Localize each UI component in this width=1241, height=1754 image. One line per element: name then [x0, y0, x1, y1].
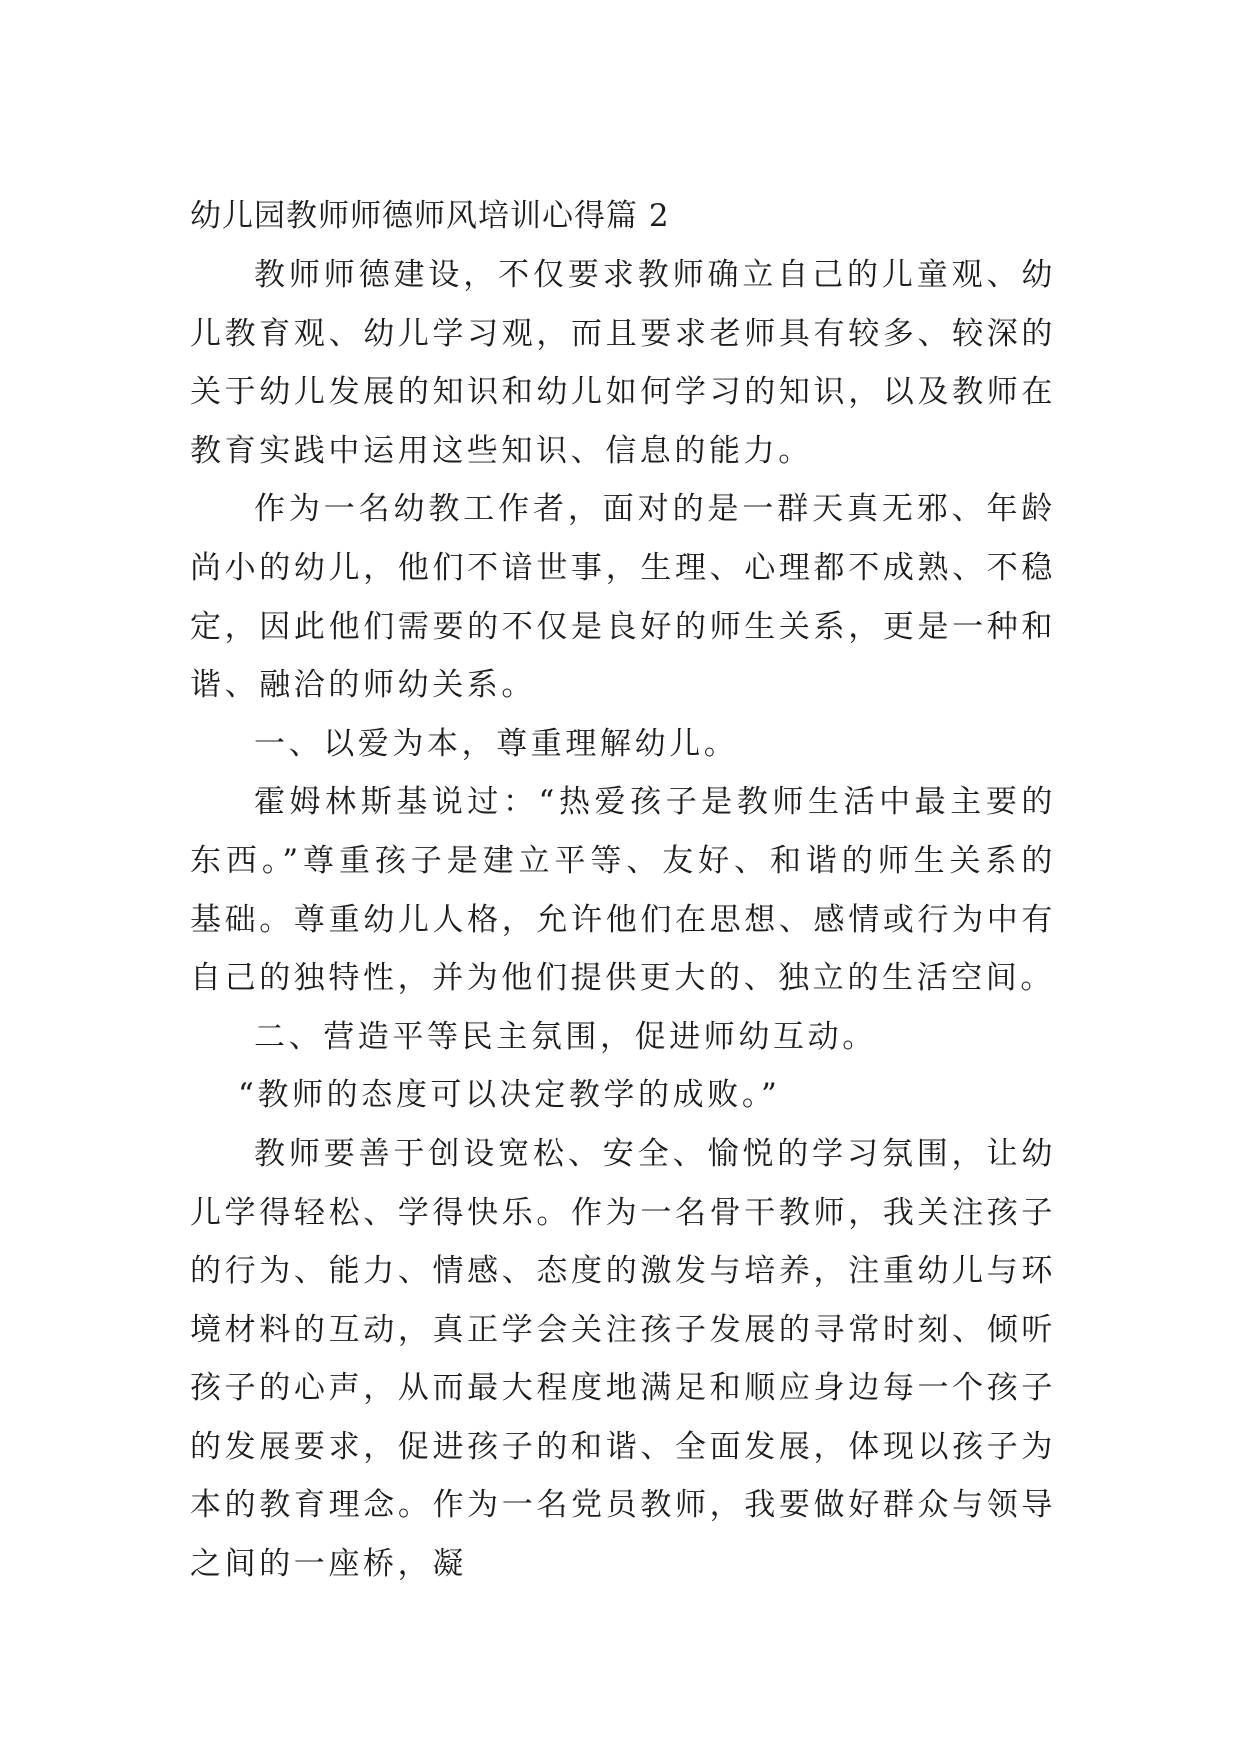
paragraph-teacher-ethics-construction: 教师师德建设，不仅要求教师确立自己的儿童观、幼儿教育观、幼儿学习观，而且要求老师具有较多、较深的关于幼儿发展的知识和幼儿如何学习的知识，以及教师在教育实践中运用这些知识、信息的能力。 [190, 257, 1056, 469]
document-title: 幼儿园教师师德师风培训心得篇 2 [190, 198, 670, 234]
document-body [190, 186, 1056, 1594]
paragraph-sukhomlinsky-quote: 霍姆林斯基说过：“热爱孩子是教师生活中最主要的东西。”尊重孩子是建立平等、友好、和谐的师生关系的基础。尊重幼儿人格，允许他们在思想、感情或行为中有自己的独特性，并为他们提供更大的、独立的生活空间。 [190, 784, 1056, 997]
paragraph-kindergarten-educator: 作为一名幼教工作者，面对的是一群天真无邪、年龄尚小的幼儿，他们不谙世事，生理、心理都不成熟、不稳定，因此他们需要的不仅是良好的师生关系，更是一种和谐、融洽的师幼关系。 [190, 491, 1056, 704]
section-heading-love-respect: 一、以爱为本，尊重理解幼儿。 [254, 725, 739, 762]
section-heading-equal-democratic: 二、营造平等民主氛围，促进师幼互动。 [254, 1018, 877, 1055]
paragraph-learning-atmosphere: 教师要善于创设宽松、安全、愉悦的学习氛围，让幼儿学得轻松、学得快乐。作为一名骨干教师，我关注孩子的行为、能力、情感、态度的激发与培养，注重幼儿与环境材料的互动，真正学会关注孩子发展的寻常时刻、倾听孩子的心声，从而最大程度地满足和顺应身边每一个孩子的发展要求，促进孩子的和谐、全面发展，体现以孩子为本的教育理念。作为一名党员教师，我要做好群众与领导之间的一座桥，凝 [190, 1135, 1056, 1583]
paragraph-teacher-attitude-quote: “教师的态度可以决定教学的成败。” [238, 1077, 781, 1114]
